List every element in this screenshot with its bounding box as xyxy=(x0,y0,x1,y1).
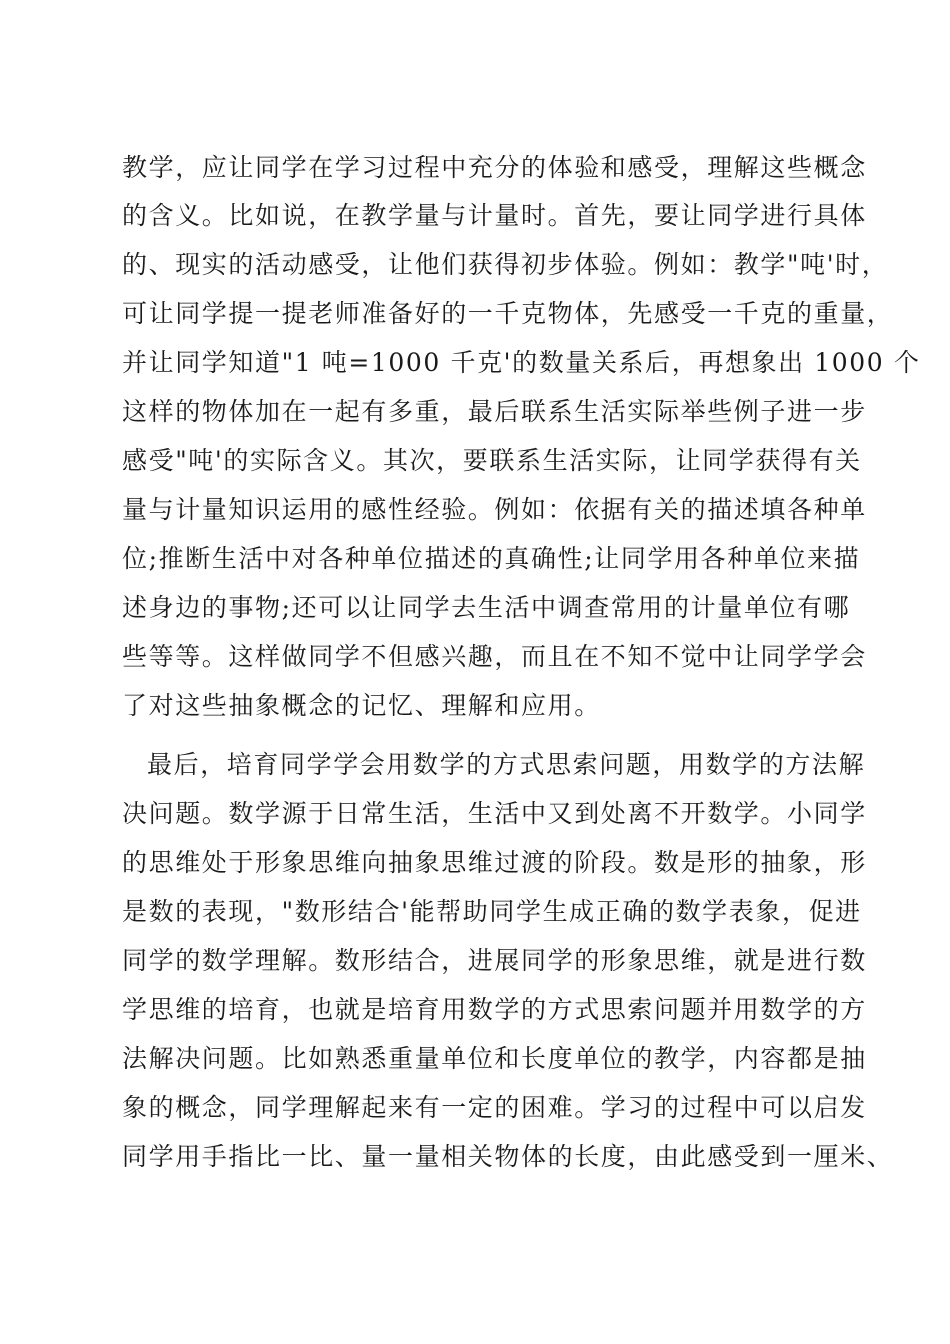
text-line: 象的概念，同学理解起来有一定的困难。学习的过程中可以启发 xyxy=(122,1093,867,1122)
text-line: 量与计量知识运用的感性经验。例如：依据有关的描述填各种单 xyxy=(122,495,867,524)
text-line: 法解决问题。比如熟悉重量单位和长度单位的教学，内容都是抽 xyxy=(122,1044,867,1073)
text-line: 同学的数学理解。数形结合，进展同学的形象思维，就是进行数 xyxy=(122,946,867,975)
text-line: 可让同学提一提老师准备好的一千克物体，先感受一千克的重量， xyxy=(122,299,894,328)
text-line: 学思维的培育，也就是培育用数学的方式思索问题并用数学的方 xyxy=(122,995,867,1024)
text-line: 的思维处于形象思维向抽象思维过渡的阶段。数是形的抽象，形 xyxy=(122,848,867,877)
text-line: 了对这些抽象概念的记忆、理解和应用。 xyxy=(122,691,601,720)
text-line: 是数的表现，"数形结合'能帮助同学生成正确的数学表象，促进 xyxy=(122,897,862,926)
text-line: 决问题。数学源于日常生活，生活中又到处离不开数学。小同学 xyxy=(122,799,867,828)
text-line: 并让同学知道"1 吨=1000 千克'的数量关系后，再想象出 1000 个 xyxy=(122,348,921,377)
text-line: 这样的物体加在一起有多重，最后联系生活实际举些例子进一步 xyxy=(122,397,867,426)
text-line: 述身边的事物;还可以让同学去生活中调查常用的计量单位有哪 xyxy=(122,593,851,622)
text-line: 的、现实的活动感受，让他们获得初步体验。例如：教学"吨'时， xyxy=(122,250,889,279)
text-line: 感受"吨'的实际含义。其次，要联系生活实际，让同学获得有关 xyxy=(122,446,862,475)
paragraph-first-line: 最后，培育同学学会用数学的方式思索问题，用数学的方法解 xyxy=(147,750,866,779)
text-line: 教学，应让同学在学习过程中充分的体验和感受，理解这些概念 xyxy=(122,153,867,182)
text-line: 位;推断生活中对各种单位描述的真确性;让同学用各种单位来描 xyxy=(122,544,861,573)
text-line: 同学用手指比一比、量一量相关物体的长度，由此感受到一厘米、 xyxy=(122,1142,894,1171)
text-line: 些等等。这样做同学不但感兴趣，而且在不知不觉中让同学学会 xyxy=(122,642,867,671)
text-line: 的含义。比如说，在教学量与计量时。首先，要让同学进行具体 xyxy=(122,201,867,230)
